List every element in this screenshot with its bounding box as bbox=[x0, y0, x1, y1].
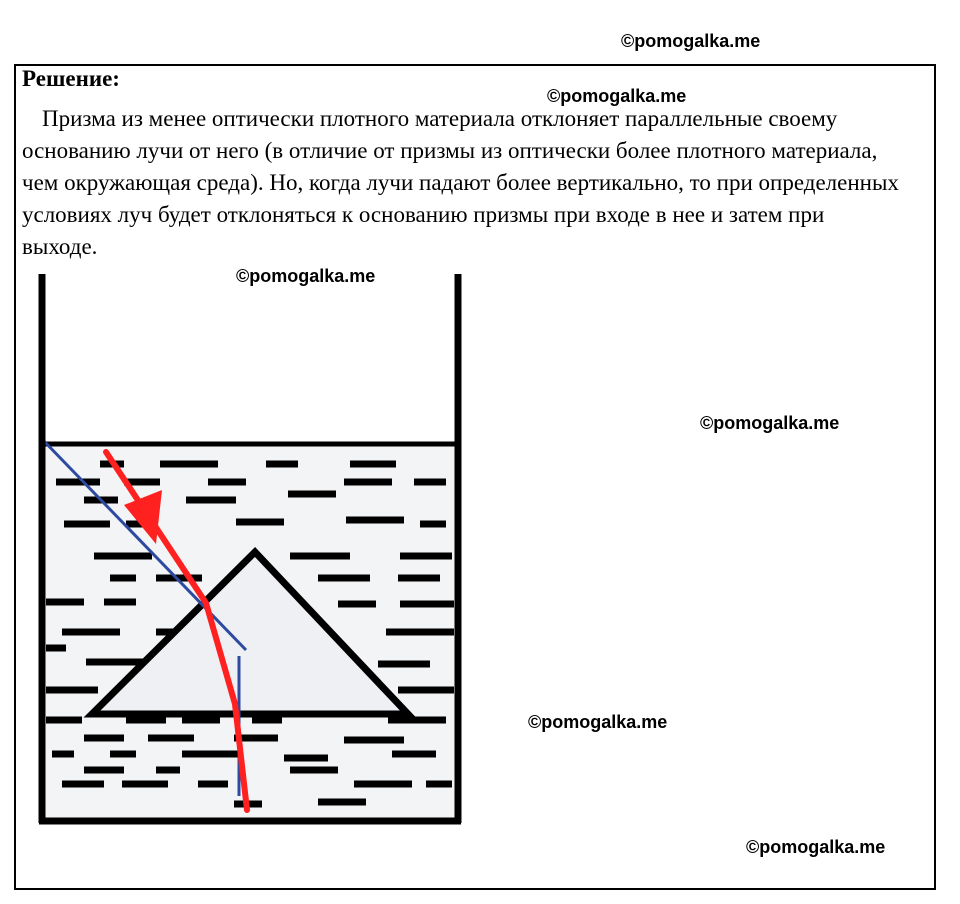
watermark-right-upper: ©pomogalka.me bbox=[700, 413, 840, 433]
solution-heading: Решение: bbox=[22, 66, 120, 91]
watermark-right-middle: ©pomogalka.me bbox=[528, 712, 668, 732]
solution-text: Призма из менее оптически плотного материала отклоняет параллельные своему основанию лучи от него (в отличие от призмы из оптически более плотного материала, чем окружающая среда). Но, когда лучи падают более вертикально, то при определенных условиях луч будет отклоняться к основанию призмы при входе в нее и затем при выходе. bbox=[22, 106, 899, 259]
watermark-figure-top: ©pomogalka.me bbox=[236, 266, 376, 286]
watermark-bottom: ©pomogalka.me bbox=[746, 837, 886, 857]
watermark-heading: ©pomogalka.me bbox=[547, 86, 687, 106]
watermark-top: ©pomogalka.me bbox=[621, 31, 761, 51]
